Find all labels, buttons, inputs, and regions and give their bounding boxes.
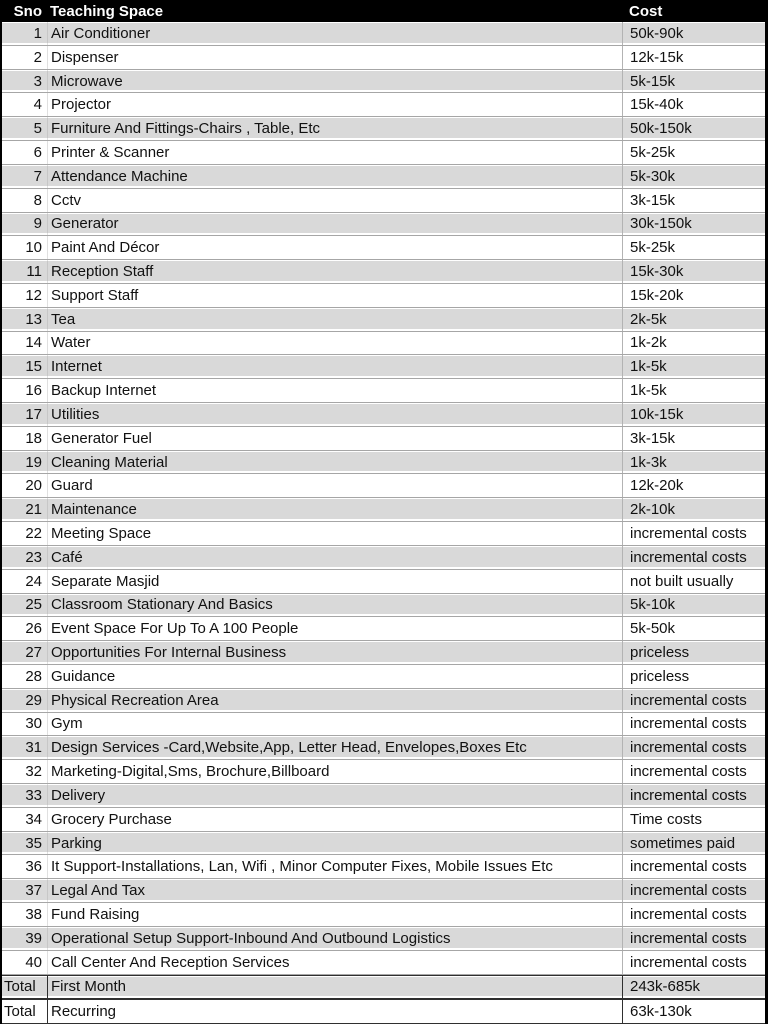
cell-teaching-space: Opportunities For Internal Business (47, 641, 622, 664)
cell-cost: 15k-30k (622, 260, 765, 283)
table-row (2, 903, 765, 927)
cell-teaching-space: Internet (47, 355, 622, 378)
cell-sno: 5 (33, 120, 42, 138)
table-row (2, 641, 765, 665)
header-cell-teaching-space: Teaching Space (50, 2, 164, 20)
table-row (2, 522, 765, 546)
cell-sno: 36 (25, 858, 42, 876)
cell-teaching-space: Paint And Décor (47, 236, 622, 259)
table-body (2, 22, 765, 1024)
cell-teaching-space: Design Services -Card,Website,App, Letter Head, Envelopes,Boxes Etc (47, 736, 622, 759)
table-row (2, 927, 765, 951)
cell-sno: 19 (25, 453, 42, 471)
cell-sno: 40 (25, 953, 42, 971)
table-row (2, 70, 765, 94)
cell-sno: 12 (25, 286, 42, 304)
cell-teaching-space: Meeting Space (47, 522, 622, 545)
cell-cost: incremental costs (622, 951, 765, 974)
cell-sno: 33 (25, 786, 42, 804)
cell-teaching-space: Cleaning Material (47, 451, 622, 474)
cell-teaching-space: Printer & Scanner (47, 141, 622, 164)
header-cell-sno: Sno (13, 2, 42, 20)
table-row (2, 570, 765, 594)
cell-cost: 1k-3k (622, 451, 765, 474)
table-row (2, 165, 765, 189)
cell-cost: incremental costs (622, 713, 765, 736)
cell-teaching-space: Dispenser (47, 46, 622, 69)
table-row (2, 951, 765, 975)
cell-cost: incremental costs (622, 903, 765, 926)
cell-cost: sometimes paid (622, 832, 765, 855)
cell-cost: 2k-5k (622, 308, 765, 331)
cell-teaching-space: First Month (47, 976, 622, 999)
cell-sno: 38 (25, 905, 42, 923)
cell-cost: incremental costs (622, 546, 765, 569)
cell-sno: 21 (25, 501, 42, 519)
cell-cost: incremental costs (622, 879, 765, 902)
cell-sno: 35 (25, 834, 42, 852)
cell-teaching-space: Café (47, 546, 622, 569)
cell-cost: 12k-15k (622, 46, 765, 69)
table-row (2, 498, 765, 522)
cell-sno: 24 (25, 572, 42, 590)
cell-cost: incremental costs (622, 784, 765, 807)
cell-sno: 39 (25, 929, 42, 947)
cell-sno: 30 (25, 715, 42, 733)
cell-sno: 17 (25, 405, 42, 423)
table-row (2, 594, 765, 618)
cell-cost: 63k-130k (622, 1000, 765, 1023)
cell-teaching-space: Marketing-Digital,Sms, Brochure,Billboard (47, 760, 622, 783)
table-row (2, 46, 765, 70)
cell-sno: 25 (25, 596, 42, 614)
table-row (2, 93, 765, 117)
cell-cost: 10k-15k (622, 403, 765, 426)
cell-cost: 15k-40k (622, 93, 765, 116)
cell-sno: 8 (33, 191, 42, 209)
table-row (2, 784, 765, 808)
cell-sno: 29 (25, 691, 42, 709)
table-row (2, 427, 765, 451)
cell-sno: 37 (25, 882, 42, 900)
cell-teaching-space: Projector (47, 93, 622, 116)
table-row (2, 284, 765, 308)
table-row (2, 403, 765, 427)
cell-cost: 2k-10k (622, 498, 765, 521)
table-row (2, 451, 765, 475)
cell-teaching-space: Event Space For Up To A 100 People (47, 617, 622, 640)
cell-teaching-space: Guard (47, 474, 622, 497)
table-row (2, 355, 765, 379)
cell-cost: 3k-15k (622, 427, 765, 450)
cell-sno: 2 (33, 48, 42, 66)
cell-cost: incremental costs (622, 522, 765, 545)
cell-teaching-space: Guidance (47, 665, 622, 688)
cell-teaching-space: Physical Recreation Area (47, 689, 622, 712)
table-row (2, 141, 765, 165)
cell-teaching-space: Air Conditioner (47, 22, 622, 45)
table-row-total (2, 999, 765, 1024)
table-row (2, 379, 765, 403)
cell-teaching-space: Generator Fuel (47, 427, 622, 450)
cell-sno: 27 (25, 644, 42, 662)
cell-teaching-space: Call Center And Reception Services (47, 951, 622, 974)
cell-cost: 50k-150k (622, 117, 765, 140)
cell-sno: 14 (25, 334, 42, 352)
table-row (2, 236, 765, 260)
table-row (2, 665, 765, 689)
cell-sno: 11 (26, 263, 42, 281)
table-row (2, 689, 765, 713)
cell-sno: 18 (25, 429, 42, 447)
cell-cost: incremental costs (622, 689, 765, 712)
table-row (2, 760, 765, 784)
cell-teaching-space: Cctv (47, 189, 622, 212)
cell-teaching-space: Support Staff (47, 284, 622, 307)
cell-cost: 5k-25k (622, 141, 765, 164)
cell-cost: 15k-20k (622, 284, 765, 307)
cell-cost: priceless (622, 665, 765, 688)
table-row (2, 808, 765, 832)
cell-teaching-space: Operational Setup Support-Inbound And Outbound Logistics (47, 927, 622, 950)
table-row (2, 22, 765, 46)
cell-sno: 1 (33, 24, 42, 42)
cell-sno: 6 (33, 143, 42, 161)
table-row (2, 189, 765, 213)
cell-teaching-space: Maintenance (47, 498, 622, 521)
cell-teaching-space: Classroom Stationary And Basics (47, 594, 622, 617)
cell-sno: 28 (25, 667, 42, 685)
table-row (2, 260, 765, 284)
table-row (2, 617, 765, 641)
cell-teaching-space: Tea (47, 308, 622, 331)
cell-cost: 243k-685k (622, 976, 765, 999)
table-header-row (2, 0, 765, 22)
cell-cost: Time costs (622, 808, 765, 831)
cell-sno: 22 (25, 524, 42, 542)
cell-cost: 3k-15k (622, 189, 765, 212)
header-cell-cost: Cost (629, 2, 663, 20)
cell-cost: 50k-90k (622, 22, 765, 45)
cell-cost: 5k-10k (622, 594, 765, 617)
cell-cost: incremental costs (622, 736, 765, 759)
cell-cost: priceless (622, 641, 765, 664)
cell-teaching-space: Reception Staff (47, 260, 622, 283)
cell-cost: 30k-150k (622, 213, 765, 236)
table-row (2, 736, 765, 760)
cell-cost: not built usually (622, 570, 765, 593)
cell-sno: 31 (25, 739, 42, 757)
cell-teaching-space: Microwave (47, 70, 622, 93)
cell-cost: 1k-2k (622, 332, 765, 355)
cell-sno: 32 (25, 763, 42, 781)
cell-sno: 13 (25, 310, 42, 328)
cell-teaching-space: Separate Masjid (47, 570, 622, 593)
cell-cost: 5k-30k (622, 165, 765, 188)
table-row (2, 879, 765, 903)
cell-teaching-space: Gym (47, 713, 622, 736)
table-row-total (2, 975, 765, 1000)
cell-sno: 20 (25, 477, 42, 495)
cell-sno: 7 (33, 167, 42, 185)
cell-teaching-space: Grocery Purchase (47, 808, 622, 831)
cell-teaching-space: Furniture And Fittings-Chairs , Table, Etc (47, 117, 622, 140)
table-row (2, 855, 765, 879)
cell-teaching-space: Delivery (47, 784, 622, 807)
cell-cost: 1k-5k (622, 379, 765, 402)
table-row (2, 117, 765, 141)
cell-teaching-space: Water (47, 332, 622, 355)
cell-sno: Total (4, 978, 36, 996)
cell-teaching-space: Generator (47, 213, 622, 236)
cell-teaching-space: Fund Raising (47, 903, 622, 926)
cell-cost: incremental costs (622, 855, 765, 878)
cell-sno: 3 (33, 72, 42, 90)
cell-cost: 5k-15k (622, 70, 765, 93)
cell-cost: 1k-5k (622, 355, 765, 378)
cell-sno: 34 (25, 810, 42, 828)
table-row (2, 213, 765, 237)
cell-sno: 16 (25, 382, 42, 400)
table-row (2, 713, 765, 737)
cell-cost: incremental costs (622, 927, 765, 950)
cell-sno: Total (4, 1003, 36, 1021)
cell-sno: 15 (25, 358, 42, 376)
cell-cost: incremental costs (622, 760, 765, 783)
cell-teaching-space: Recurring (47, 1000, 622, 1023)
cell-teaching-space: Utilities (47, 403, 622, 426)
cell-teaching-space: It Support-Installations, Lan, Wifi , Minor Computer Fixes, Mobile Issues Etc (47, 855, 622, 878)
cell-teaching-space: Parking (47, 832, 622, 855)
table-row (2, 546, 765, 570)
cell-sno: 4 (33, 96, 42, 114)
table-row (2, 332, 765, 356)
cell-teaching-space: Backup Internet (47, 379, 622, 402)
cell-cost: 5k-50k (622, 617, 765, 640)
table-row (2, 832, 765, 856)
cell-sno: 10 (25, 239, 42, 257)
cell-teaching-space: Attendance Machine (47, 165, 622, 188)
table-row (2, 308, 765, 332)
table-row (2, 474, 765, 498)
cell-sno: 9 (33, 215, 42, 233)
cell-sno: 23 (25, 548, 42, 566)
cell-teaching-space: Legal And Tax (47, 879, 622, 902)
cell-cost: 5k-25k (622, 236, 765, 259)
cell-cost: 12k-20k (622, 474, 765, 497)
cell-sno: 26 (25, 620, 42, 638)
